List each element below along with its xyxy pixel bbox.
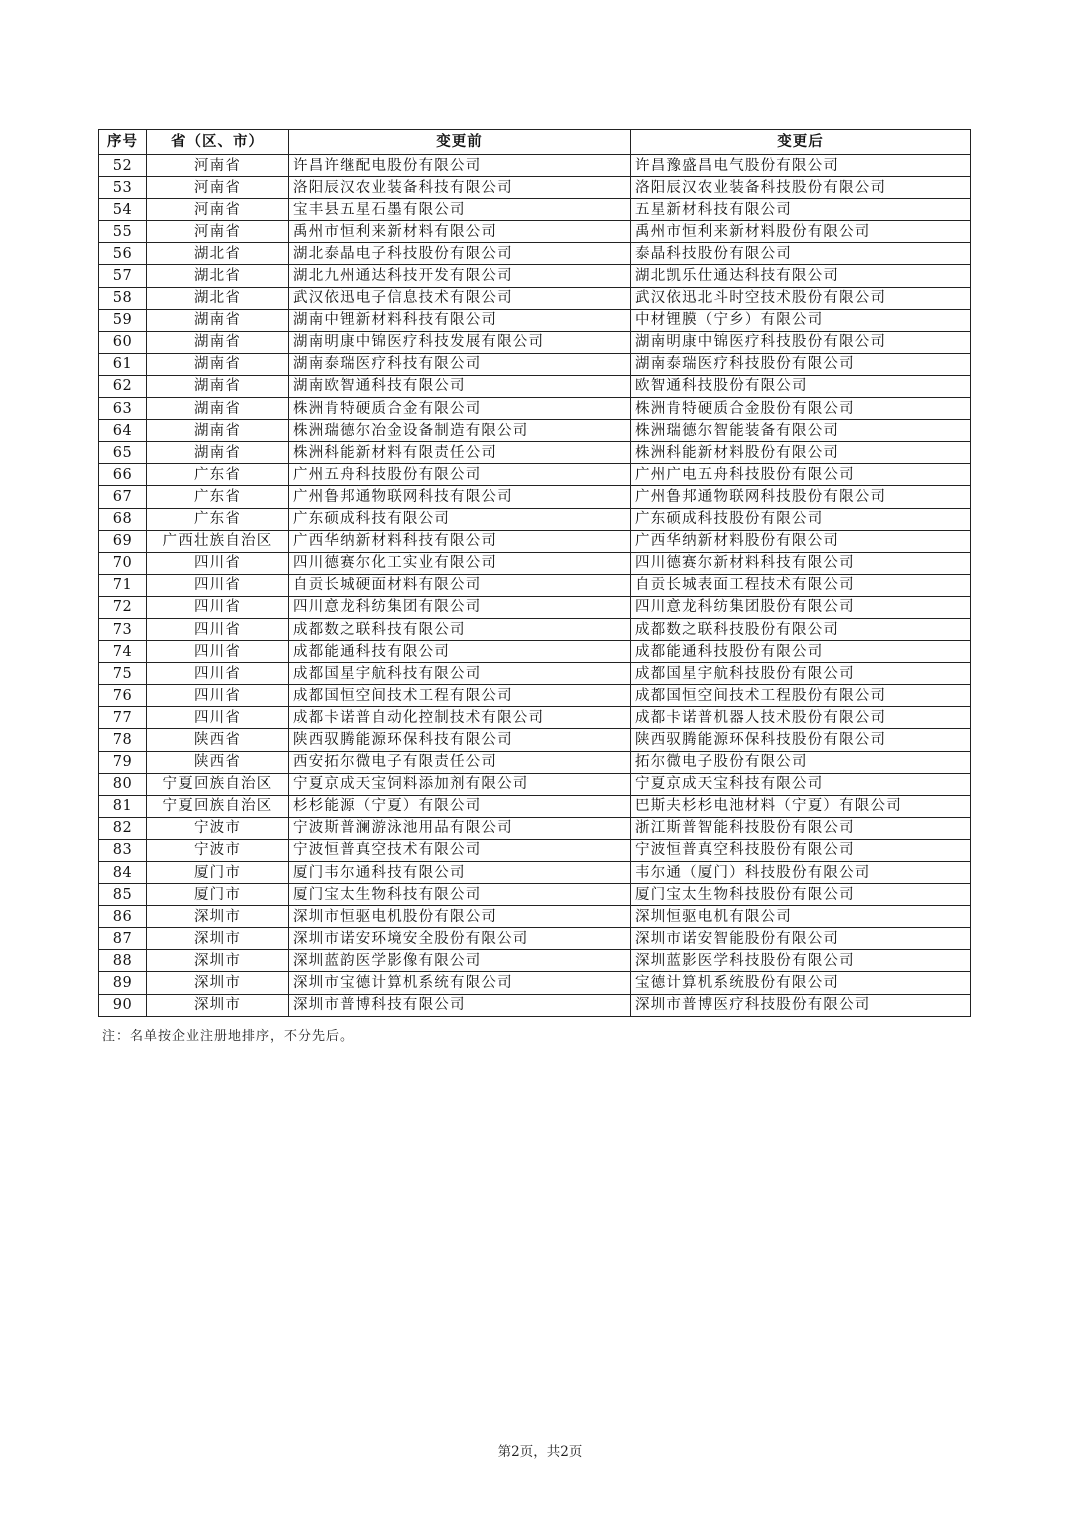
table-row: [99, 994, 971, 1016]
cell-serial-number: 75: [99, 663, 147, 685]
cell-name-after: 广西华纳新材料股份有限公司: [631, 530, 971, 552]
cell-serial-number: 65: [99, 442, 147, 464]
cell-name-after: 浙江斯普智能科技股份有限公司: [631, 817, 971, 839]
table-row: [99, 707, 971, 729]
table-row: [99, 928, 971, 950]
cell-name-after: 株洲瑞德尔智能装备有限公司: [631, 420, 971, 442]
name-change-list: [98, 129, 971, 1017]
table-row: [99, 906, 971, 928]
table-row: [99, 773, 971, 795]
cell-serial-number: 77: [99, 707, 147, 729]
cell-serial-number: 84: [99, 862, 147, 884]
cell-name-before: 厦门宝太生物科技有限公司: [289, 884, 631, 906]
cell-name-before: 自贡长城硬面材料有限公司: [289, 574, 631, 596]
cell-name-before: 宁波斯普澜游泳池用品有限公司: [289, 817, 631, 839]
cell-serial-number: 60: [99, 331, 147, 353]
cell-serial-number: 79: [99, 751, 147, 773]
cell-province: 厦门市: [147, 884, 289, 906]
cell-province: 湖南省: [147, 353, 289, 375]
cell-province: 湖南省: [147, 420, 289, 442]
cell-name-before: 深圳市宝德计算机系统有限公司: [289, 972, 631, 994]
cell-name-before: 宁波恒普真空技术有限公司: [289, 839, 631, 861]
cell-name-after: 许昌豫盛昌电气股份有限公司: [631, 155, 971, 177]
cell-name-after: 深圳恒驱电机有限公司: [631, 906, 971, 928]
cell-name-after: 陕西驭腾能源环保科技股份有限公司: [631, 729, 971, 751]
cell-name-before: 广西华纳新材料科技有限公司: [289, 530, 631, 552]
cell-province: 广西壮族自治区: [147, 530, 289, 552]
cell-serial-number: 90: [99, 994, 147, 1016]
cell-province: 湖南省: [147, 309, 289, 331]
cell-name-before: 成都国恒空间技术工程有限公司: [289, 685, 631, 707]
table-row: [99, 685, 971, 707]
cell-name-before: 深圳市诺安环境安全股份有限公司: [289, 928, 631, 950]
cell-serial-number: 78: [99, 729, 147, 751]
table-row: [99, 729, 971, 751]
cell-serial-number: 61: [99, 353, 147, 375]
cell-province: 深圳市: [147, 972, 289, 994]
cell-name-after: 成都数之联科技股份有限公司: [631, 618, 971, 640]
cell-serial-number: 55: [99, 221, 147, 243]
table-row: [99, 177, 971, 199]
cell-province: 宁波市: [147, 839, 289, 861]
cell-serial-number: 89: [99, 972, 147, 994]
cell-serial-number: 83: [99, 839, 147, 861]
cell-serial-number: 76: [99, 685, 147, 707]
cell-province: 湖南省: [147, 442, 289, 464]
cell-name-after: 自贡长城表面工程技术有限公司: [631, 574, 971, 596]
table-row: [99, 641, 971, 663]
cell-name-before: 成都能通科技有限公司: [289, 641, 631, 663]
cell-serial-number: 64: [99, 420, 147, 442]
cell-province: 宁夏回族自治区: [147, 773, 289, 795]
cell-name-before: 西安拓尔微电子有限责任公司: [289, 751, 631, 773]
cell-name-after: 广州鲁邦通物联网科技股份有限公司: [631, 486, 971, 508]
table-row: [99, 574, 971, 596]
cell-serial-number: 88: [99, 950, 147, 972]
cell-name-before: 湖南明康中锦医疗科技发展有限公司: [289, 331, 631, 353]
table-row: [99, 486, 971, 508]
table-header-row: [99, 130, 971, 155]
cell-province: 四川省: [147, 574, 289, 596]
cell-province: 广东省: [147, 464, 289, 486]
cell-name-before: 深圳市恒驱电机股份有限公司: [289, 906, 631, 928]
cell-serial-number: 69: [99, 530, 147, 552]
cell-serial-number: 86: [99, 906, 147, 928]
cell-name-before: 武汉依迅电子信息技术有限公司: [289, 287, 631, 309]
header-name-after: 变更后: [631, 130, 971, 155]
cell-serial-number: 53: [99, 177, 147, 199]
cell-name-before: 杉杉能源（宁夏）有限公司: [289, 795, 631, 817]
cell-province: 陕西省: [147, 729, 289, 751]
cell-province: 湖南省: [147, 398, 289, 420]
cell-name-after: 洛阳辰汉农业装备科技股份有限公司: [631, 177, 971, 199]
cell-name-after: 巴斯夫杉杉电池材料（宁夏）有限公司: [631, 795, 971, 817]
table-row: [99, 663, 971, 685]
cell-name-before: 陕西驭腾能源环保科技有限公司: [289, 729, 631, 751]
cell-province: 湖北省: [147, 265, 289, 287]
table-row: [99, 309, 971, 331]
cell-province: 四川省: [147, 663, 289, 685]
cell-name-after: 湖北凯乐仕通达科技有限公司: [631, 265, 971, 287]
cell-serial-number: 70: [99, 552, 147, 574]
table-row: [99, 221, 971, 243]
table-row: [99, 464, 971, 486]
cell-name-before: 厦门韦尔通科技有限公司: [289, 862, 631, 884]
table-row: [99, 618, 971, 640]
cell-name-before: 禹州市恒利来新材料有限公司: [289, 221, 631, 243]
cell-serial-number: 68: [99, 508, 147, 530]
cell-name-after: 四川意龙科纺集团股份有限公司: [631, 596, 971, 618]
cell-serial-number: 66: [99, 464, 147, 486]
cell-name-before: 深圳市普博科技有限公司: [289, 994, 631, 1016]
cell-name-before: 成都国星宇航科技有限公司: [289, 663, 631, 685]
cell-name-before: 广州五舟科技股份有限公司: [289, 464, 631, 486]
cell-province: 四川省: [147, 552, 289, 574]
table-row: [99, 420, 971, 442]
cell-name-after: 深圳市普博医疗科技股份有限公司: [631, 994, 971, 1016]
cell-province: 深圳市: [147, 928, 289, 950]
cell-serial-number: 62: [99, 375, 147, 397]
cell-serial-number: 87: [99, 928, 147, 950]
table-row: [99, 353, 971, 375]
cell-name-before: 四川德赛尔化工实业有限公司: [289, 552, 631, 574]
cell-serial-number: 67: [99, 486, 147, 508]
cell-name-after: 湖南泰瑞医疗科技股份有限公司: [631, 353, 971, 375]
cell-province: 四川省: [147, 618, 289, 640]
table-row: [99, 331, 971, 353]
cell-name-before: 宝丰县五星石墨有限公司: [289, 199, 631, 221]
table-body: [99, 155, 971, 1017]
cell-province: 四川省: [147, 641, 289, 663]
cell-name-after: 武汉依迅北斗时空技术股份有限公司: [631, 287, 971, 309]
table-row: [99, 862, 971, 884]
cell-name-after: 株洲科能新材料股份有限公司: [631, 442, 971, 464]
cell-province: 陕西省: [147, 751, 289, 773]
cell-name-before: 湖南泰瑞医疗科技有限公司: [289, 353, 631, 375]
cell-name-after: 株洲肯特硬质合金股份有限公司: [631, 398, 971, 420]
header-name-before: 变更前: [289, 130, 631, 155]
cell-serial-number: 74: [99, 641, 147, 663]
cell-name-before: 洛阳辰汉农业装备科技有限公司: [289, 177, 631, 199]
cell-name-after: 成都卡诺普机器人技术股份有限公司: [631, 707, 971, 729]
table-row: [99, 795, 971, 817]
cell-serial-number: 56: [99, 243, 147, 265]
table-row: [99, 398, 971, 420]
cell-name-before: 湖南欧智通科技有限公司: [289, 375, 631, 397]
cell-name-after: 宝德计算机系统股份有限公司: [631, 972, 971, 994]
cell-province: 湖北省: [147, 287, 289, 309]
cell-serial-number: 71: [99, 574, 147, 596]
cell-name-after: 拓尔微电子股份有限公司: [631, 751, 971, 773]
cell-province: 深圳市: [147, 906, 289, 928]
table-row: [99, 508, 971, 530]
cell-name-after: 宁夏京成天宝科技有限公司: [631, 773, 971, 795]
cell-name-after: 宁波恒普真空科技股份有限公司: [631, 839, 971, 861]
table-row: [99, 375, 971, 397]
cell-serial-number: 81: [99, 795, 147, 817]
table-row: [99, 199, 971, 221]
cell-serial-number: 57: [99, 265, 147, 287]
table-row: [99, 552, 971, 574]
cell-name-after: 厦门宝太生物科技股份有限公司: [631, 884, 971, 906]
cell-name-after: 禹州市恒利来新材料股份有限公司: [631, 221, 971, 243]
cell-name-after: 中材锂膜（宁乡）有限公司: [631, 309, 971, 331]
table-row: [99, 287, 971, 309]
cell-province: 深圳市: [147, 994, 289, 1016]
cell-name-after: 韦尔通（厦门）科技股份有限公司: [631, 862, 971, 884]
cell-name-before: 广州鲁邦通物联网科技有限公司: [289, 486, 631, 508]
cell-name-after: 深圳市诺安智能股份有限公司: [631, 928, 971, 950]
cell-serial-number: 58: [99, 287, 147, 309]
page-number-footer: 第2页，共2页: [497, 1444, 583, 1460]
table-row: [99, 596, 971, 618]
table-row: [99, 155, 971, 177]
table-row: [99, 530, 971, 552]
cell-name-before: 湖北泰晶电子科技股份有限公司: [289, 243, 631, 265]
cell-province: 四川省: [147, 685, 289, 707]
cell-serial-number: 54: [99, 199, 147, 221]
cell-province: 河南省: [147, 177, 289, 199]
cell-serial-number: 80: [99, 773, 147, 795]
table-row: [99, 751, 971, 773]
cell-province: 河南省: [147, 199, 289, 221]
header-serial-number: 序号: [99, 130, 147, 155]
cell-name-after: 欧智通科技股份有限公司: [631, 375, 971, 397]
cell-name-before: 深圳蓝韵医学影像有限公司: [289, 950, 631, 972]
table-row: [99, 442, 971, 464]
cell-province: 广东省: [147, 486, 289, 508]
cell-province: 深圳市: [147, 950, 289, 972]
cell-province: 宁波市: [147, 817, 289, 839]
cell-name-before: 广东硕成科技有限公司: [289, 508, 631, 530]
cell-serial-number: 72: [99, 596, 147, 618]
cell-name-after: 成都国恒空间技术工程股份有限公司: [631, 685, 971, 707]
cell-province: 宁夏回族自治区: [147, 795, 289, 817]
cell-province: 河南省: [147, 221, 289, 243]
cell-province: 湖南省: [147, 331, 289, 353]
cell-province: 四川省: [147, 707, 289, 729]
cell-name-after: 四川德赛尔新材料科技有限公司: [631, 552, 971, 574]
cell-serial-number: 63: [99, 398, 147, 420]
table-row: [99, 839, 971, 861]
table-row: [99, 817, 971, 839]
cell-name-after: 泰晶科技股份有限公司: [631, 243, 971, 265]
table-row: [99, 243, 971, 265]
cell-province: 四川省: [147, 596, 289, 618]
cell-name-before: 四川意龙科纺集团有限公司: [289, 596, 631, 618]
cell-province: 厦门市: [147, 862, 289, 884]
cell-name-before: 株洲瑞德尔冶金设备制造有限公司: [289, 420, 631, 442]
cell-name-after: 湖南明康中锦医疗科技股份有限公司: [631, 331, 971, 353]
header-province: 省（区、市）: [147, 130, 289, 155]
cell-province: 湖北省: [147, 243, 289, 265]
cell-name-before: 许昌许继配电股份有限公司: [289, 155, 631, 177]
cell-serial-number: 59: [99, 309, 147, 331]
table-row: [99, 884, 971, 906]
table-row: [99, 972, 971, 994]
cell-name-after: 五星新材科技有限公司: [631, 199, 971, 221]
table-row: [99, 950, 971, 972]
table-note: 注：名单按企业注册地排序，不分先后。: [102, 1029, 355, 1044]
cell-serial-number: 73: [99, 618, 147, 640]
company-name-change-table: [98, 129, 970, 1017]
cell-serial-number: 52: [99, 155, 147, 177]
cell-name-before: 株洲肯特硬质合金有限公司: [289, 398, 631, 420]
cell-name-before: 湖北九州通达科技开发有限公司: [289, 265, 631, 287]
cell-province: 河南省: [147, 155, 289, 177]
cell-name-before: 成都数之联科技有限公司: [289, 618, 631, 640]
cell-name-before: 湖南中锂新材料科技有限公司: [289, 309, 631, 331]
cell-serial-number: 82: [99, 817, 147, 839]
cell-name-after: 广东硕成科技股份有限公司: [631, 508, 971, 530]
cell-name-after: 深圳蓝影医学科技股份有限公司: [631, 950, 971, 972]
cell-name-after: 成都能通科技股份有限公司: [631, 641, 971, 663]
cell-name-before: 成都卡诺普自动化控制技术有限公司: [289, 707, 631, 729]
cell-name-after: 成都国星宇航科技股份有限公司: [631, 663, 971, 685]
table-row: [99, 265, 971, 287]
cell-serial-number: 85: [99, 884, 147, 906]
cell-name-before: 株洲科能新材料有限责任公司: [289, 442, 631, 464]
cell-name-after: 广州广电五舟科技股份有限公司: [631, 464, 971, 486]
cell-name-before: 宁夏京成天宝饲料添加剂有限公司: [289, 773, 631, 795]
cell-province: 广东省: [147, 508, 289, 530]
cell-province: 湖南省: [147, 375, 289, 397]
